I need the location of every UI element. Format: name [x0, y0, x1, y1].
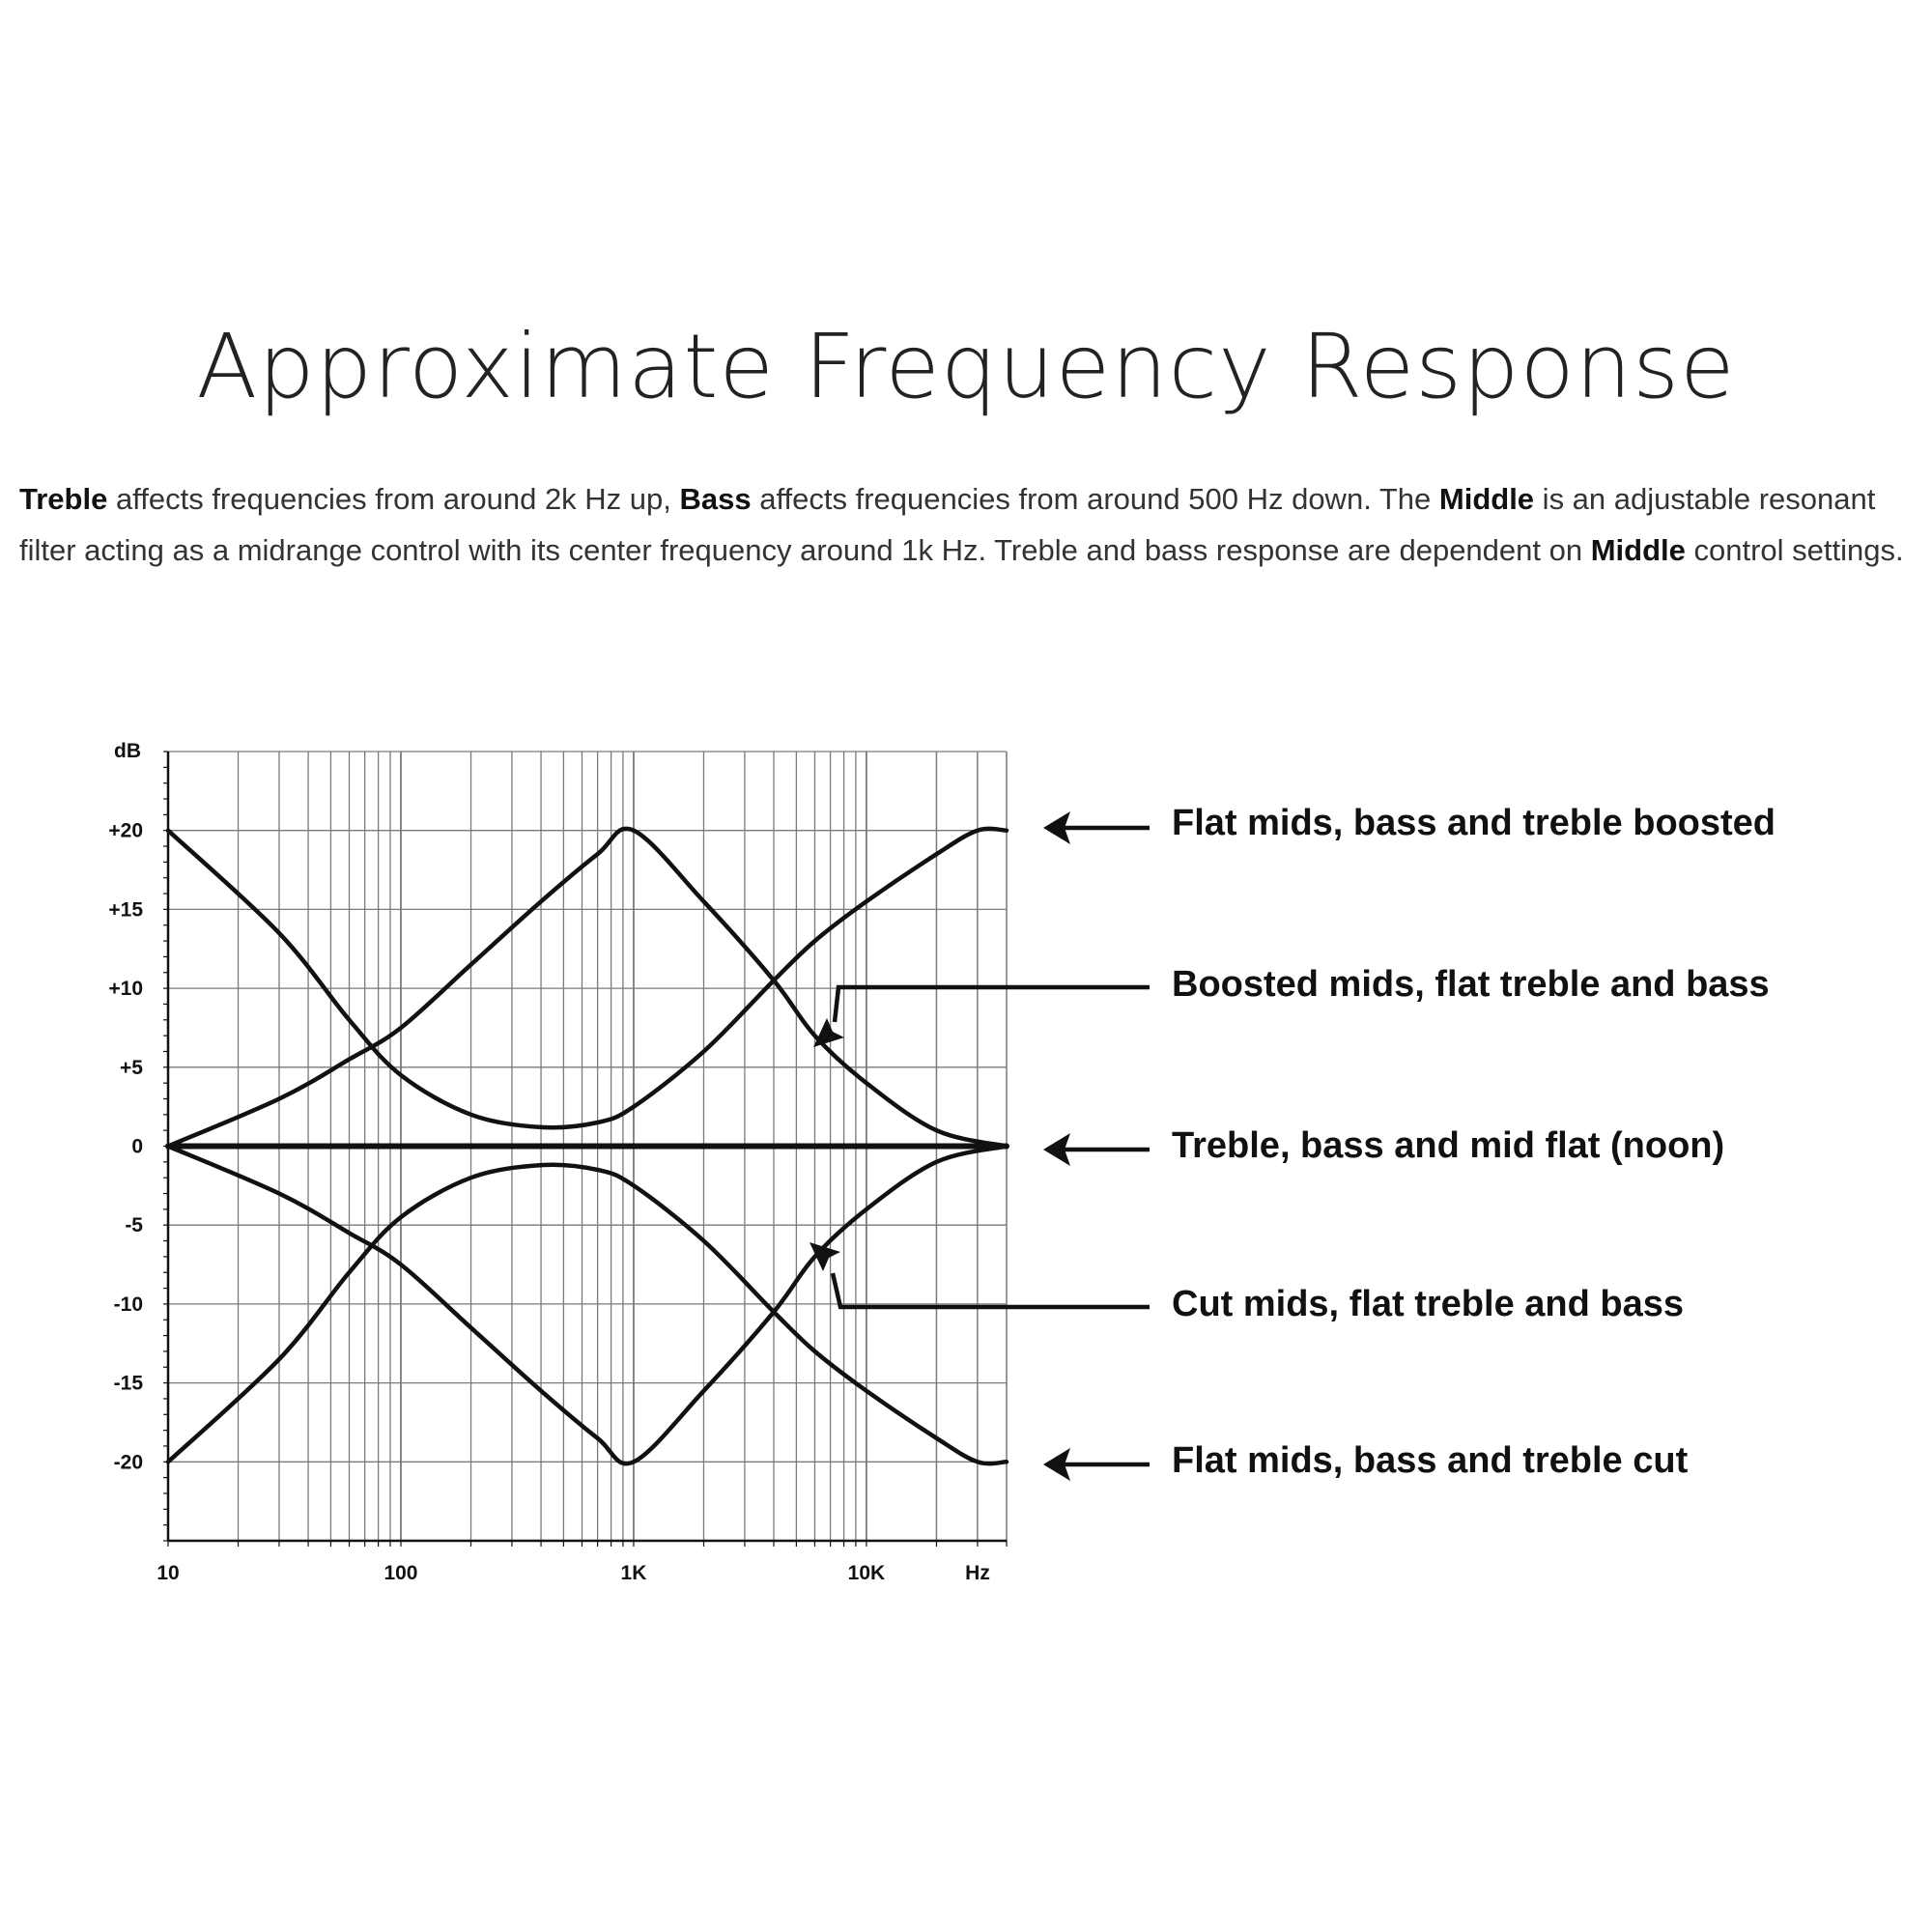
annotation-label: Boosted mids, flat treble and bass: [1172, 964, 1770, 1005]
curves: [168, 829, 1007, 1463]
y-tick-label: -20: [113, 1451, 143, 1474]
annotation-label: Flat mids, bass and treble boosted: [1172, 803, 1776, 843]
bass-term: Bass: [679, 482, 752, 516]
y-tick-label: -10: [113, 1293, 143, 1316]
middle-term-2: Middle: [1590, 533, 1686, 567]
annotation-pointer-line: [833, 1273, 1150, 1307]
x-tick-label: 1K: [620, 1562, 647, 1584]
description-text-3: is an adjustable resonant filter acting as a midrange control with its center frequency around 1k Hz. Treble and bass response are dependent on: [19, 482, 1876, 567]
y-tick-label: -5: [125, 1214, 143, 1237]
annotation-arrowhead-icon: [813, 1018, 844, 1047]
page-title: Approximate Frequency Response: [196, 315, 1736, 418]
x-tick-label: 10: [156, 1562, 180, 1584]
y-tick-label: +15: [108, 898, 143, 922]
annotation-label: Flat mids, bass and treble cut: [1172, 1440, 1689, 1481]
axes: [108, 740, 1007, 1584]
annotations: [810, 803, 1776, 1481]
annotation-label: Cut mids, flat treble and bass: [1172, 1284, 1684, 1324]
y-unit-label: dB: [114, 740, 141, 762]
y-tick-label: -15: [113, 1372, 143, 1395]
x-tick-label: 100: [384, 1562, 418, 1584]
middle-term: Middle: [1438, 482, 1535, 516]
description-text-4: control settings.: [1685, 533, 1904, 567]
treble-term: Treble: [19, 482, 108, 516]
description-text-2: affects frequencies from around 500 Hz down. The: [751, 482, 1439, 516]
y-tick-label: +20: [108, 819, 143, 842]
x-tick-label: 10K: [847, 1562, 886, 1584]
annotation-pointer-line: [835, 987, 1150, 1022]
y-tick-label: 0: [131, 1135, 143, 1158]
y-tick-label: +10: [108, 978, 143, 1001]
description-text-1: affects frequencies from around 2k Hz up,: [107, 482, 680, 516]
y-tick-label: +5: [120, 1056, 143, 1079]
annotation-label: Treble, bass and mid flat (noon): [1172, 1125, 1725, 1166]
curve-series-5: [168, 1165, 1007, 1463]
x-unit-label: Hz: [965, 1562, 990, 1584]
curve-series-1: [168, 829, 1007, 1127]
